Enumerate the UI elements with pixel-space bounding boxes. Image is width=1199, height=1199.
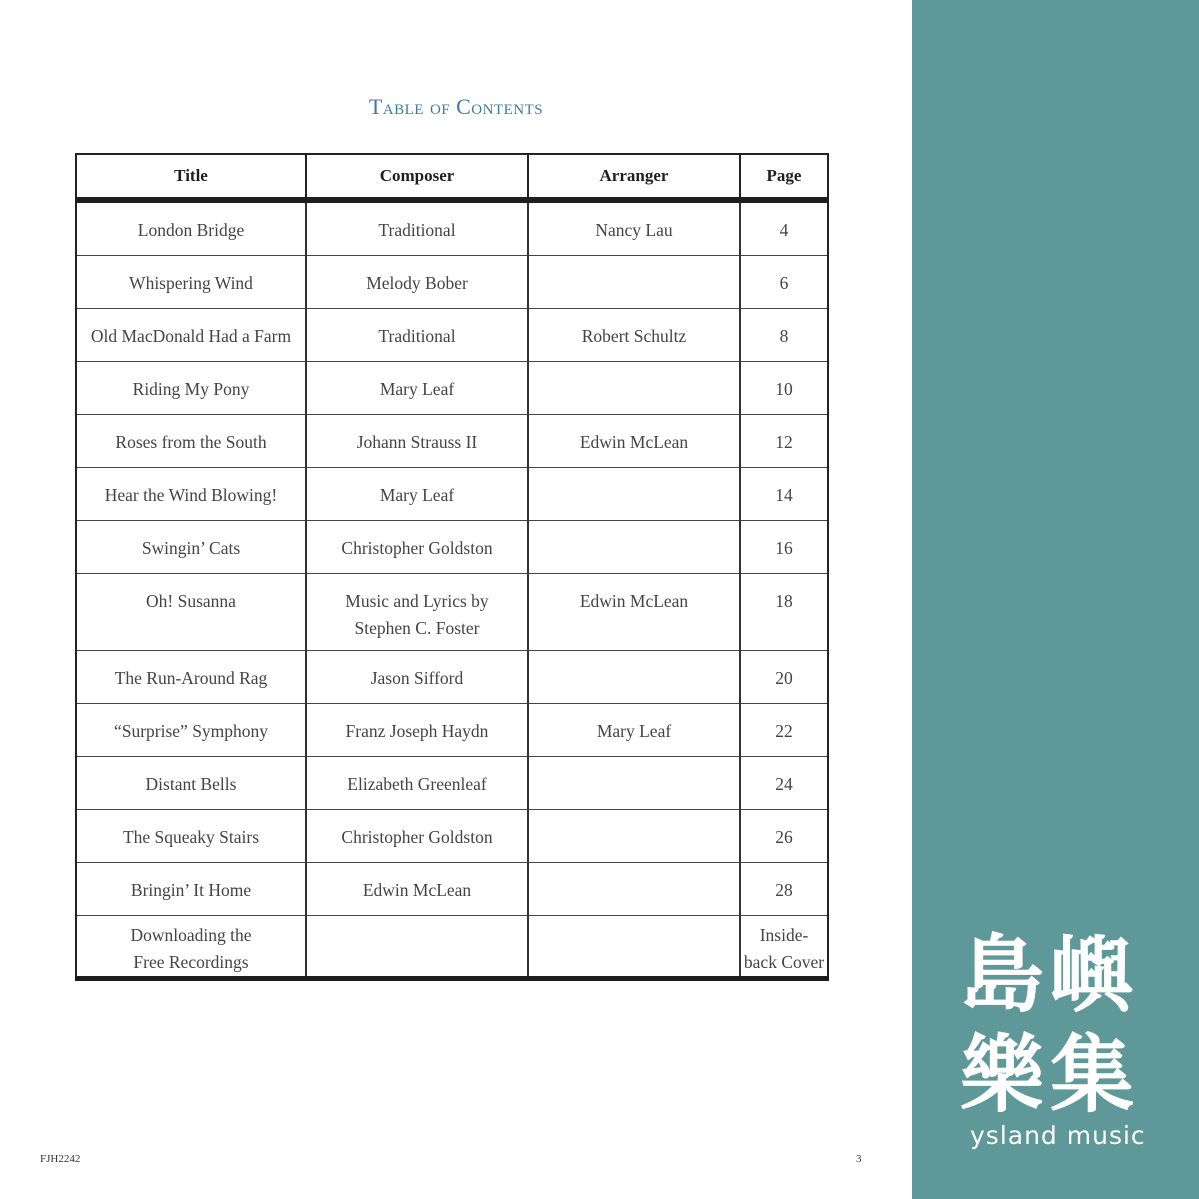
cell-arranger [528, 521, 740, 574]
cell-arranger [528, 362, 740, 415]
cell-arranger: Robert Schultz [528, 309, 740, 362]
table-row [76, 256, 828, 309]
cell-composer: Mary Leaf [306, 468, 528, 521]
composer-line: Music and Lyrics by [345, 591, 489, 611]
cell-page: 20 [740, 651, 828, 704]
cell-arranger: Edwin McLean [528, 574, 740, 651]
cell-arranger [528, 810, 740, 863]
title-line: Downloading the [130, 925, 252, 945]
cell-page: 8 [740, 309, 828, 362]
cell-title: The Run-Around Rag [76, 651, 306, 704]
cell-title: Distant Bells [76, 757, 306, 810]
cell-title: Whispering Wind [76, 256, 306, 309]
title-line: Free Recordings [133, 952, 249, 972]
column-header-title: Title [76, 154, 306, 200]
cell-composer: Melody Bober [306, 256, 528, 309]
cell-arranger: Nancy Lau [528, 200, 740, 256]
cell-composer: Edwin McLean [306, 863, 528, 916]
cell-page: 24 [740, 757, 828, 810]
table-row [76, 200, 828, 256]
table-header-row [76, 154, 828, 200]
cell-page: 26 [740, 810, 828, 863]
cell-page: 16 [740, 521, 828, 574]
catalog-code: FJH2242 [40, 1153, 81, 1165]
cell-title: The Squeaky Stairs [76, 810, 306, 863]
logo-cjk-text [960, 925, 1160, 1125]
cell-composer [306, 916, 528, 979]
cell-page [740, 916, 828, 979]
contents-table [75, 153, 829, 981]
cell-page: 10 [740, 362, 828, 415]
table-row [76, 863, 828, 916]
cell-arranger [528, 468, 740, 521]
cell-title: London Bridge [137, 220, 245, 240]
cell-page: 12 [740, 415, 828, 468]
table-row [76, 309, 828, 362]
table-row [76, 704, 828, 757]
cell-composer: Traditional [306, 200, 528, 256]
table-row [76, 521, 828, 574]
cell-title: Old MacDonald Had a Farm [76, 309, 306, 362]
cell-page: 14 [740, 468, 828, 521]
cell-composer: Mary Leaf [306, 362, 528, 415]
cell-title: Bringin’ It Home [76, 863, 306, 916]
cell-page: 6 [740, 256, 828, 309]
page-title: Table of Contents [368, 94, 544, 119]
composer-line: Stephen C. Foster [354, 618, 480, 638]
table-row [76, 362, 828, 415]
cell-title: “Surprise” Symphony [76, 704, 306, 757]
island-music-logo [960, 925, 1160, 1155]
table-row [76, 810, 828, 863]
cell-title: Oh! Susanna [76, 574, 306, 651]
cell-composer: Elizabeth Greenleaf [306, 757, 528, 810]
cell-composer: Traditional [306, 309, 528, 362]
cell-arranger [528, 916, 740, 979]
cell-composer: Franz Joseph Haydn [306, 704, 528, 757]
cell-arranger: Mary Leaf [528, 704, 740, 757]
table-row [76, 415, 828, 468]
column-header-arranger: Arranger [528, 154, 740, 200]
column-header-composer: Composer [306, 154, 528, 200]
logo-english-text: ysland music [970, 1121, 1146, 1150]
cell-composer [306, 574, 528, 651]
table-row [76, 757, 828, 810]
cell-title [76, 916, 306, 979]
cell-title: Swingin’ Cats [76, 521, 306, 574]
column-header-page: Page [740, 154, 828, 200]
cell-composer: Johann Strauss II [306, 415, 528, 468]
table-row [76, 468, 828, 521]
cell-arranger: Edwin McLean [528, 415, 740, 468]
cell-arranger [528, 757, 740, 810]
logo-cjk-line: 樂集 [960, 1026, 1141, 1124]
cell-arranger [528, 863, 740, 916]
page-line: back Cover [743, 952, 825, 972]
cell-page: 28 [740, 863, 828, 916]
table-row [76, 574, 828, 651]
table-row [76, 916, 828, 979]
page-line: Inside- [759, 925, 809, 945]
page-number: 3 [856, 1153, 862, 1165]
cell-title: Hear the Wind Blowing! [76, 468, 306, 521]
cell-composer: Jason Sifford [306, 651, 528, 704]
cell-arranger [528, 651, 740, 704]
cell-page: 22 [740, 704, 828, 757]
cell-title: Roses from the South [76, 415, 306, 468]
cell-page: 4 [740, 200, 828, 256]
cell-composer: Christopher Goldston [306, 521, 528, 574]
cell-composer: Christopher Goldston [306, 810, 528, 863]
cell-page: 18 [740, 574, 828, 651]
table-row [76, 651, 828, 704]
cell-title: Riding My Pony [76, 362, 306, 415]
logo-cjk-line: 島嶼 [960, 926, 1141, 1024]
cell-arranger [528, 256, 740, 309]
